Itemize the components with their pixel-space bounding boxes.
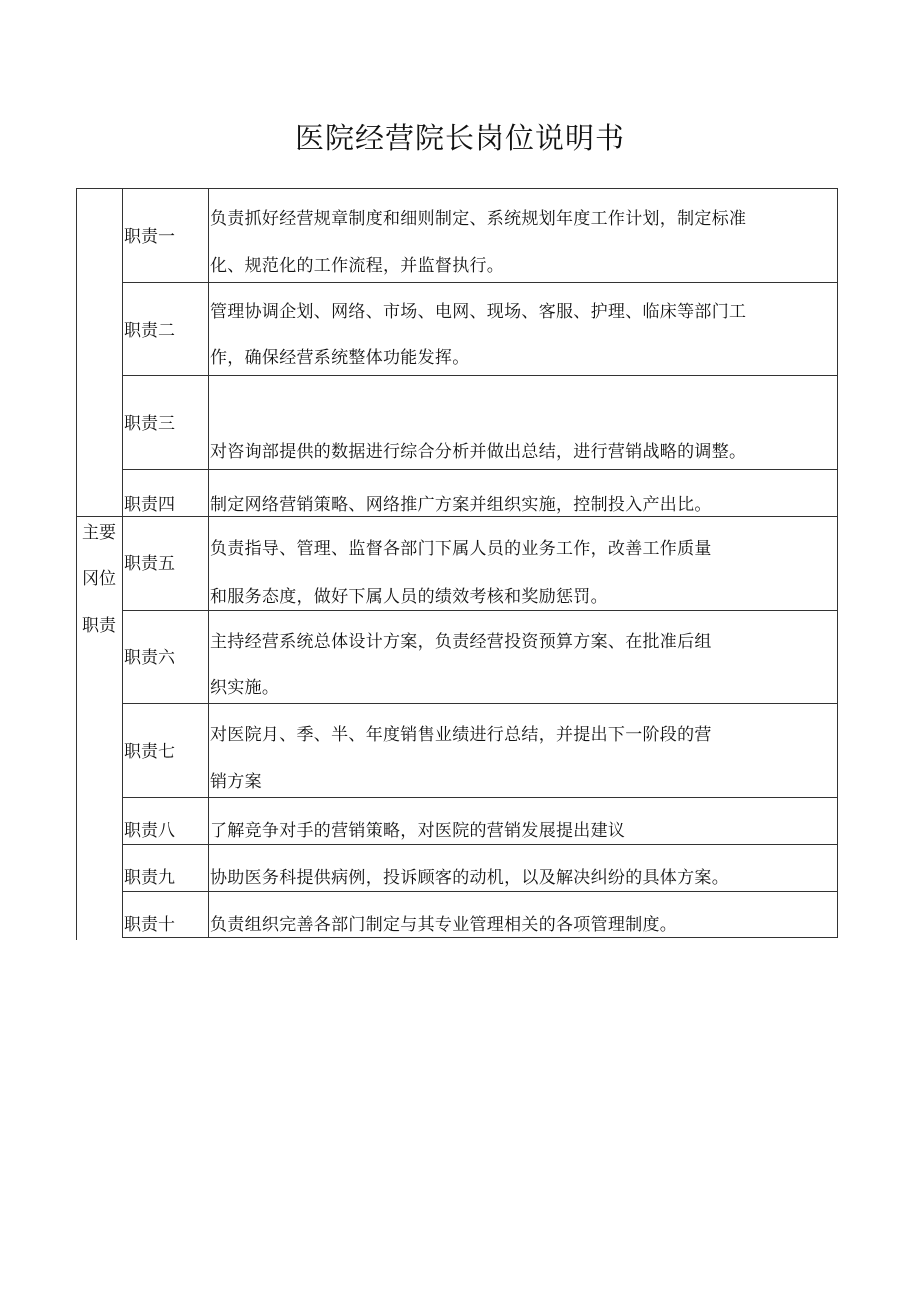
duty-text-6-line-1: 主持经营系统总体设计方案，负责经营投资预算方案、在批准后组	[210, 632, 712, 652]
duty-label-9: 职责九	[124, 868, 175, 888]
section-label-line-2: 冈位	[82, 569, 116, 589]
page-title: 医院经营院长岗位说明书	[294, 121, 625, 155]
duty-label-7: 职责七	[124, 742, 175, 762]
duty-label-3: 职责三	[124, 414, 175, 434]
table-border-bottom	[122, 937, 838, 938]
duty-text-5-line-1: 负责指导、管理、监督各部门下属人员的业务工作，改善工作质量	[210, 539, 712, 559]
row-divider-2	[122, 375, 838, 376]
duty-text-4-line-1: 制定网络营销策略、网络推广方案并组织实施，控制投入产出比。	[210, 495, 712, 515]
duty-text-1-line-2: 化、规范化的工作流程，并监督执行。	[210, 256, 505, 276]
duty-text-4	[208, 494, 838, 516]
section-label-line-3: 职责	[82, 616, 116, 636]
duty-label-8: 职责八	[124, 821, 175, 841]
duty-label-2: 职责二	[124, 321, 175, 341]
duty-text-7	[208, 724, 838, 793]
duty-text-2	[208, 301, 838, 369]
duty-text-1	[208, 208, 838, 277]
row-divider-5	[122, 610, 838, 611]
duty-text-9-line-1: 协助医务科提供病例，投诉顾客的动机，以及解决纠纷的具体方案。	[210, 868, 729, 888]
section-label-line-1: 主要	[82, 523, 116, 543]
duty-text-2-line-1: 管理协调企划、网络、市场、电网、现场、客服、护理、临床等部门工	[210, 302, 747, 322]
duty-text-9	[208, 867, 838, 889]
duty-text-8	[208, 820, 838, 842]
duty-text-1-line-1: 负责抓好经营规章制度和细则制定、系统规划年度工作计划，制定标准	[210, 209, 747, 229]
duty-text-2-line-2: 作，确保经营系统整体功能发挥。	[210, 348, 470, 368]
table-border-left	[76, 188, 77, 940]
row-divider-1	[122, 282, 838, 283]
duty-text-10	[208, 914, 838, 936]
duty-label-4: 职责四	[124, 495, 175, 515]
duty-label-1: 职责一	[124, 227, 175, 247]
duty-text-6	[208, 631, 838, 699]
duty-text-8-line-1: 了解竞争对手的营销策略，对医院的营销发展提出建议	[210, 821, 626, 841]
row-divider-9	[122, 891, 838, 892]
duty-text-10-line-1: 负责组织完善各部门制定与其专业管理相关的各项管理制度。	[210, 915, 678, 935]
duty-text-7-line-1: 对医院月、季、半、年度销售业绩进行总结，并提出下一阶段的营	[210, 725, 712, 745]
row-divider-6	[122, 703, 838, 704]
duties-table	[76, 188, 838, 940]
duty-text-3-line-1: 对咨询部提供的数据进行综合分析并做出总结，进行营销战略的调整。	[210, 442, 747, 462]
duty-text-6-line-2: 织实施。	[210, 678, 280, 698]
duty-text-5	[208, 538, 838, 608]
section-top-border	[76, 188, 122, 189]
table-border-top	[122, 188, 838, 189]
duty-label-10: 职责十	[124, 915, 175, 935]
duty-text-5-line-2: 和服务态度，做好下属人员的绩效考核和奖励惩罚。	[210, 587, 608, 607]
row-divider-3	[122, 469, 838, 470]
duty-text-3	[208, 441, 838, 463]
duty-text-7-line-2: 销方案	[210, 772, 262, 792]
row-divider-8	[122, 844, 838, 845]
row-divider-7	[122, 797, 838, 798]
duty-label-6: 职责六	[124, 648, 175, 668]
row-divider-4	[76, 516, 838, 517]
duty-label-5: 职责五	[124, 554, 175, 574]
